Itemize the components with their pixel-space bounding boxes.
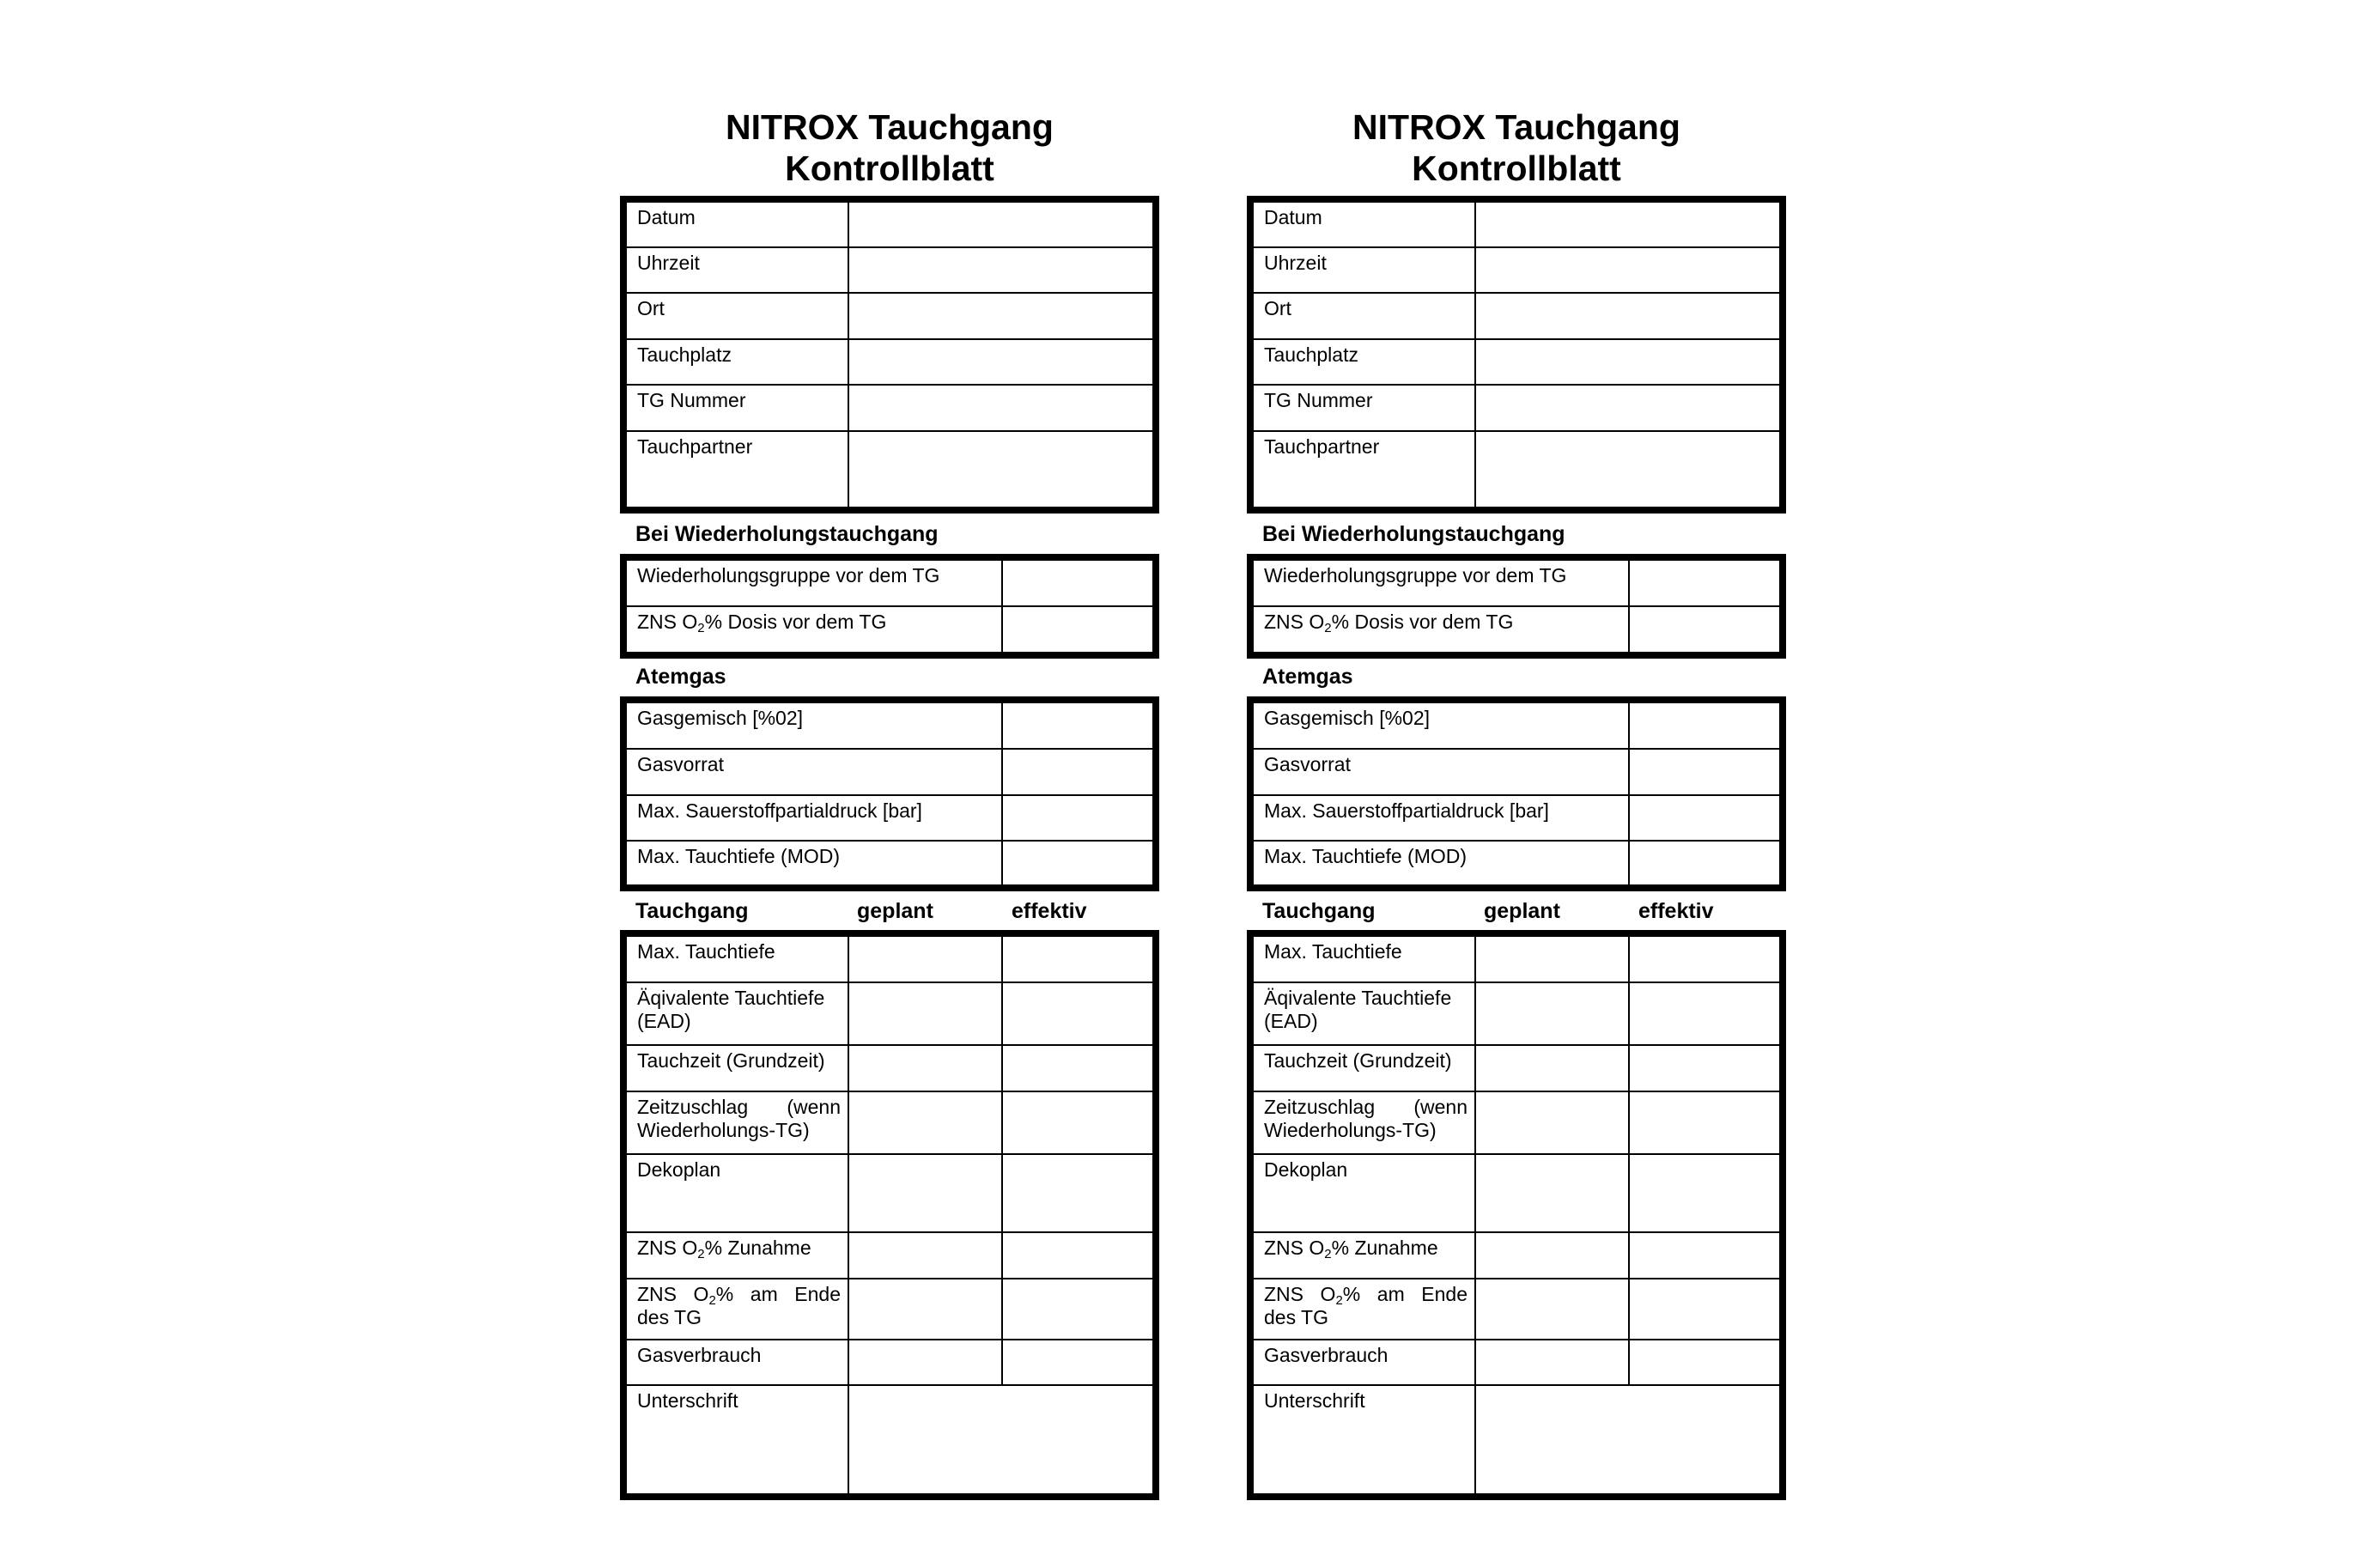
input-mod[interactable] — [1629, 841, 1779, 884]
label-zns-increase: ZNS $O_2\%$ Zunahme — [627, 1232, 848, 1279]
label-gas-supply: Gasvorrat — [627, 749, 1002, 795]
breathing-gas-table — [1247, 696, 1786, 891]
input-zns-increase-actual[interactable] — [1002, 1232, 1152, 1279]
breathing-gas-table — [620, 696, 1159, 891]
input-deco-plan-actual[interactable] — [1629, 1154, 1779, 1232]
input-deco-plan-planned[interactable] — [1475, 1154, 1629, 1232]
label-tauchplatz: Tauchplatz — [1254, 339, 1475, 385]
label-repeat-group: Wiederholungsgruppe vor dem TG — [1254, 561, 1629, 606]
input-surcharge-planned[interactable] — [848, 1091, 1002, 1154]
title-line-2: Kontrollblatt — [1412, 149, 1621, 188]
section-breathing-gas: Atemgas — [1262, 665, 1353, 689]
input-uhrzeit[interactable] — [1475, 247, 1779, 293]
label-uhrzeit: Uhrzeit — [627, 247, 848, 293]
label-gas-mix: Gasgemisch [%02] — [1254, 703, 1629, 749]
input-max-depth-actual[interactable] — [1629, 937, 1779, 982]
label-uhrzeit: Uhrzeit — [1254, 247, 1475, 293]
label-max-ppo2: Max. Sauerstoffpartialdruck [bar] — [627, 795, 1002, 841]
input-tauchplatz[interactable] — [1475, 339, 1779, 385]
label-max-depth: Max. Tauchtiefe — [627, 937, 848, 982]
input-deco-plan-planned[interactable] — [848, 1154, 1002, 1232]
input-repeat-group[interactable] — [1002, 561, 1152, 606]
label-zns-end: ZNS $O_2\%$ am Ende des TG — [627, 1279, 848, 1340]
input-zns-increase-planned[interactable] — [848, 1232, 1002, 1279]
input-ead-planned[interactable] — [848, 982, 1002, 1045]
input-signature[interactable] — [848, 1385, 1152, 1493]
label-surcharge: Zeitzuschlag (wenn Wiederholungs-TG) — [627, 1091, 848, 1154]
dive-table — [1247, 930, 1786, 1500]
input-zns-end-actual[interactable] — [1002, 1279, 1152, 1340]
repeat-dive-table — [620, 554, 1159, 659]
input-gas-consumption-actual[interactable] — [1002, 1340, 1152, 1385]
general-info-table — [620, 196, 1159, 514]
input-max-ppo2[interactable] — [1002, 795, 1152, 841]
label-max-ppo2: Max. Sauerstoffpartialdruck [bar] — [1254, 795, 1629, 841]
label-zns-dose: ZNS $O_2\%$ Dosis vor dem TG — [627, 606, 1002, 652]
input-surcharge-planned[interactable] — [1475, 1091, 1629, 1154]
input-max-depth-planned[interactable] — [1475, 937, 1629, 982]
input-zns-dose[interactable] — [1002, 606, 1152, 652]
input-tg-nummer[interactable] — [848, 385, 1152, 431]
input-max-depth-actual[interactable] — [1002, 937, 1152, 982]
label-dive-time: Tauchzeit (Grundzeit) — [627, 1045, 848, 1091]
input-zns-dose[interactable] — [1629, 606, 1779, 652]
label-gas-consumption: Gasverbrauch — [1254, 1340, 1475, 1385]
label-dive-time: Tauchzeit (Grundzeit) — [1254, 1045, 1475, 1091]
input-dive-time-planned[interactable] — [1475, 1045, 1629, 1091]
input-tg-nummer[interactable] — [1475, 385, 1779, 431]
input-max-depth-planned[interactable] — [848, 937, 1002, 982]
input-tauchplatz[interactable] — [848, 339, 1152, 385]
label-zns-end: ZNS $O_2\%$ am Ende des TG — [1254, 1279, 1475, 1340]
input-zns-increase-actual[interactable] — [1629, 1232, 1779, 1279]
label-tauchplatz: Tauchplatz — [627, 339, 848, 385]
title-line-2: Kontrollblatt — [785, 149, 994, 188]
input-uhrzeit[interactable] — [848, 247, 1152, 293]
label-ead: Äqivalente Tauchtiefe (EAD) — [1254, 982, 1475, 1045]
input-deco-plan-actual[interactable] — [1002, 1154, 1152, 1232]
label-mod: Max. Tauchtiefe (MOD) — [627, 841, 1002, 884]
title-line-1: NITROX Tauchgang — [1352, 107, 1680, 147]
input-max-ppo2[interactable] — [1629, 795, 1779, 841]
label-surcharge: Zeitzuschlag (wenn Wiederholungs-TG) — [1254, 1091, 1475, 1154]
input-dive-time-planned[interactable] — [848, 1045, 1002, 1091]
label-ead: Äqivalente Tauchtiefe (EAD) — [627, 982, 848, 1045]
column-header-planned: geplant — [1484, 899, 1560, 923]
column-header-planned: geplant — [857, 899, 933, 923]
input-gas-mix[interactable] — [1629, 703, 1779, 749]
input-ead-actual[interactable] — [1002, 982, 1152, 1045]
section-dive: Tauchgang — [635, 899, 749, 923]
input-dive-time-actual[interactable] — [1629, 1045, 1779, 1091]
input-surcharge-actual[interactable] — [1002, 1091, 1152, 1154]
input-zns-end-planned[interactable] — [848, 1279, 1002, 1340]
input-mod[interactable] — [1002, 841, 1152, 884]
section-breathing-gas: Atemgas — [635, 665, 726, 689]
label-gas-mix: Gasgemisch [%02] — [627, 703, 1002, 749]
input-signature[interactable] — [1475, 1385, 1779, 1493]
input-ead-actual[interactable] — [1629, 982, 1779, 1045]
input-datum[interactable] — [848, 203, 1152, 247]
label-zns-increase: ZNS $O_2\%$ Zunahme — [1254, 1232, 1475, 1279]
sheet-title — [1247, 106, 1786, 189]
label-signature: Unterschrift — [627, 1385, 848, 1493]
label-max-depth: Max. Tauchtiefe — [1254, 937, 1475, 982]
label-tauchpartner: Tauchpartner — [1254, 431, 1475, 507]
input-datum[interactable] — [1475, 203, 1779, 247]
label-mod: Max. Tauchtiefe (MOD) — [1254, 841, 1629, 884]
label-zns-dose: ZNS $O_2\%$ Dosis vor dem TG — [1254, 606, 1629, 652]
input-tauchpartner[interactable] — [1475, 431, 1779, 507]
column-header-actual: effektiv — [1012, 899, 1087, 923]
repeat-dive-table — [1247, 554, 1786, 659]
general-info-table — [1247, 196, 1786, 514]
sheet-title — [620, 106, 1159, 189]
input-ort[interactable] — [1475, 293, 1779, 339]
label-ort: Ort — [1254, 293, 1475, 339]
label-signature: Unterschrift — [1254, 1385, 1475, 1493]
input-dive-time-actual[interactable] — [1002, 1045, 1152, 1091]
label-datum: Datum — [1254, 203, 1475, 247]
section-dive: Tauchgang — [1262, 899, 1376, 923]
label-tauchpartner: Tauchpartner — [627, 431, 848, 507]
title-line-1: NITROX Tauchgang — [726, 107, 1054, 147]
input-ort[interactable] — [848, 293, 1152, 339]
input-zns-increase-planned[interactable] — [1475, 1232, 1629, 1279]
input-repeat-group[interactable] — [1629, 561, 1779, 606]
input-gas-supply[interactable] — [1002, 749, 1152, 795]
input-zns-end-planned[interactable] — [1475, 1279, 1629, 1340]
label-repeat-group: Wiederholungsgruppe vor dem TG — [627, 561, 1002, 606]
input-gas-consumption-actual[interactable] — [1629, 1340, 1779, 1385]
label-tg-nummer: TG Nummer — [627, 385, 848, 431]
input-surcharge-actual[interactable] — [1629, 1091, 1779, 1154]
input-zns-end-actual[interactable] — [1629, 1279, 1779, 1340]
label-deco-plan: Dekoplan — [627, 1154, 848, 1232]
label-datum: Datum — [627, 203, 848, 247]
label-ort: Ort — [627, 293, 848, 339]
label-deco-plan: Dekoplan — [1254, 1154, 1475, 1232]
column-header-actual: effektiv — [1638, 899, 1714, 923]
dive-table — [620, 930, 1159, 1500]
input-gas-supply[interactable] — [1629, 749, 1779, 795]
input-gas-consumption-planned[interactable] — [848, 1340, 1002, 1385]
label-tg-nummer: TG Nummer — [1254, 385, 1475, 431]
input-tauchpartner[interactable] — [848, 431, 1152, 507]
label-gas-consumption: Gasverbrauch — [627, 1340, 848, 1385]
label-gas-supply: Gasvorrat — [1254, 749, 1629, 795]
section-repeat-dive: Bei Wiederholungstauchgang — [635, 522, 939, 546]
section-repeat-dive: Bei Wiederholungstauchgang — [1262, 522, 1565, 546]
input-gas-consumption-planned[interactable] — [1475, 1340, 1629, 1385]
input-ead-planned[interactable] — [1475, 982, 1629, 1045]
input-gas-mix[interactable] — [1002, 703, 1152, 749]
